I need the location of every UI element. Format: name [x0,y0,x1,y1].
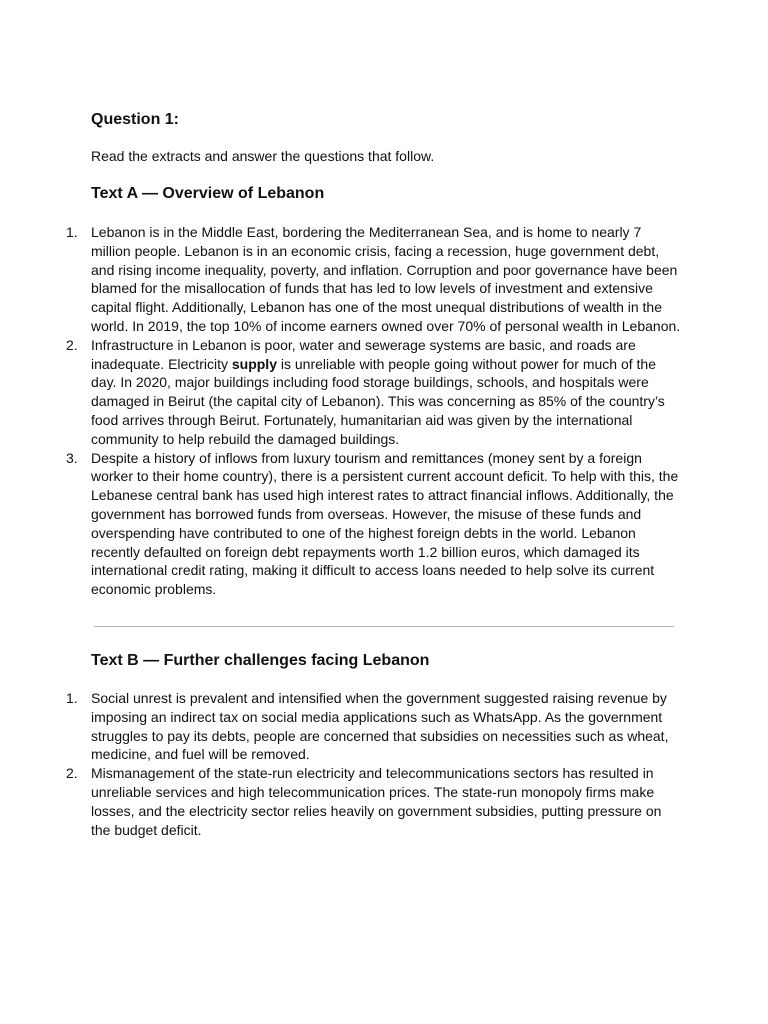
list-item [66,223,683,336]
list-item-number: 1. [66,690,78,706]
list-item-text-end: is unreliable with people going without power for much of the day. In 2020, major buildings including food storage buildings, schools, and hospitals were damaged in Beirut (the capital city of Lebanon). This was concerning as 85% of the country’s food arrives through Beirut. Fortunately, humanitarian aid was given by the international community to help rebuild the damaged buildings. [91,355,665,447]
list-item-number: 2. [66,765,78,782]
list-item [66,764,683,839]
text-a-heading: Text A — Overview of Lebanon [91,185,325,202]
bold-keyword: supply [231,355,277,372]
text-a-list [66,223,683,599]
list-item-text-start: Infrastructure in Lebanon is poor, water and sewerage systems are basic, and roads are inadequate. Electricity [91,336,636,372]
text-b-list [66,689,683,839]
list-item [66,689,683,764]
question-title: Question 1: [91,111,180,128]
list-item-text: Lebanon is in the Middle East, bordering the Mediterranean Sea, and is home to nearly 7 million people. Lebanon is in an economic crisis, facing a recession, huge government debt, and rising income inequality, poverty, and inflation. Corruption and poor governance have been blamed for the misallocation of funds that has led to low levels of investment and extensive capital flight. Additionally, Lebanon has one of the most unequal distributions of wealth in the world. In 2019, the top 10% of income earners owned over 70% of personal wealth in Lebanon. [91,224,681,334]
list-item [66,336,683,449]
list-item-number: 2. [66,336,78,353]
question-instruction: Read the extracts and answer the questions that follow. [91,148,435,164]
list-item-text: Despite a history of inflows from luxury tourism and remittances (money sent by a foreign worker to their home country), there is a persistent current account deficit. To help with this, the Lebanese central bank has used high interest rates to attract financial inflows. Additionally, the government has borrowed funds from overseas. However, the misuse of these funds and overspending have contributed to one of the highest foreign debts in the world. Lebanon recently defaulted on foreign debt repayments worth 1.2 billion euros, which damaged its international credit rating, making it difficult to access loans needed to help solve its current economic problems. [91,449,679,598]
section-divider [94,626,674,627]
text-b-heading: Text B — Further challenges facing Lebanon [91,652,430,669]
list-item [66,449,683,599]
list-item-number: 3. [66,449,78,466]
list-item-text: Mismanagement of the state-run electricity and telecommunications sectors has resulted in unreliable services and high telecommunication prices. The state-run monopoly firms make losses, and the electricity sector relies heavily on government subsidies, putting pressure on the budget deficit. [91,765,662,838]
list-item-number: 1. [66,224,78,240]
list-item-text: Social unrest is prevalent and intensified when the government suggested raising revenue by imposing an indirect tax on social media applications such as WhatsApp. As the government struggles to pay its debts, people are concerned that subsidies on necessities such as wheat, medicine, and fuel will be removed. [91,690,669,763]
